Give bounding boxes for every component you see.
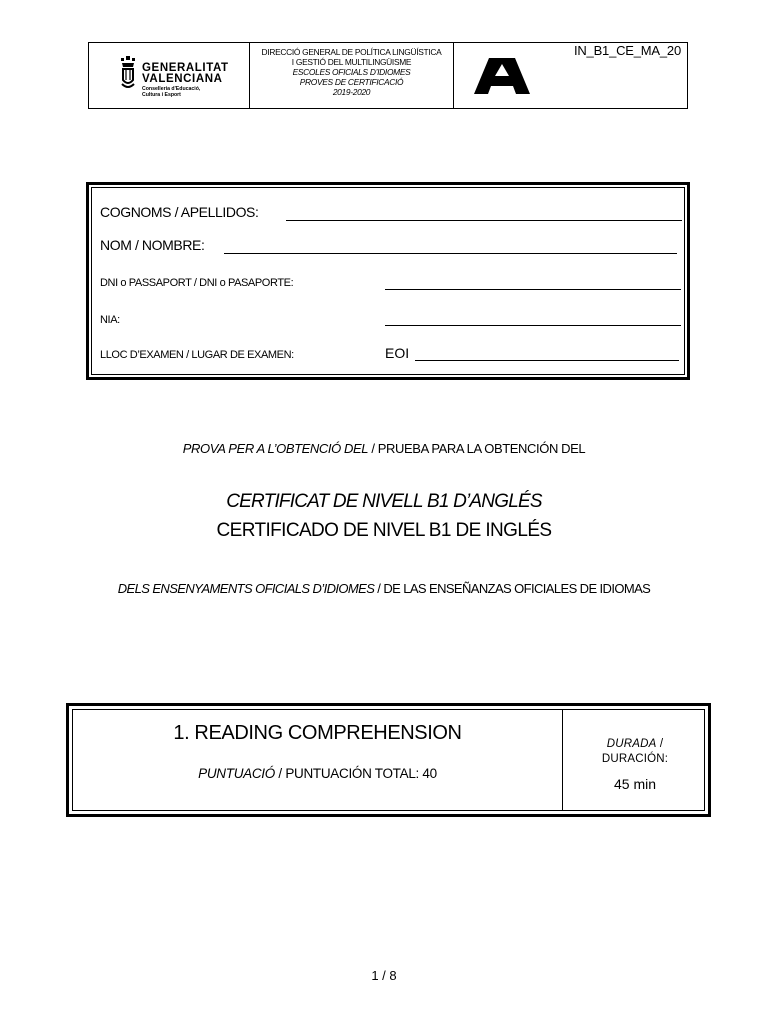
eoi-prefix: EOI [385, 345, 410, 361]
document-header [88, 42, 688, 109]
prova-spanish: PRUEBA PARA LA OBTENCIÓN DEL [377, 441, 586, 456]
duration-label-spanish: DURACIÓN: [601, 753, 669, 765]
section-box [66, 703, 711, 817]
institution-line-4: PROVES DE CERTIFICACIÓ [299, 77, 404, 87]
candidate-info-box [86, 182, 690, 380]
dni-field[interactable] [385, 289, 681, 290]
candidate-info-inner [91, 187, 685, 375]
exam-letter-a [472, 50, 532, 102]
prova-separator: / [368, 441, 378, 456]
institution-cell [250, 43, 454, 108]
dels-spanish: DE LAS ENSEÑANZAS OFICIALES DE IDIOMAS [383, 581, 651, 596]
prova-valencian: PROVA PER A L’OBTENCIÓ DEL [182, 441, 369, 456]
name-field[interactable] [224, 253, 677, 254]
duration-value: 45 min [613, 776, 657, 792]
dels-valencian: DELS ENSENYAMENTS OFICIALS D’IDIOMES [117, 581, 375, 596]
logo-line-2: VALENCIANA [142, 73, 223, 85]
dels-line [0, 581, 768, 596]
score-valencian: PUNTUACIÓ [198, 766, 275, 781]
score-spanish: PUNTUACIÓN TOTAL: 40 [285, 766, 437, 781]
logo-sub-1: Conselleria d'Educació, [142, 86, 201, 92]
duration-valencian: DURADA [606, 738, 657, 750]
logo-line-1: GENERALITAT [142, 62, 229, 74]
exam-version-cell [454, 43, 687, 108]
certificate-title-valencian: CERTIFICAT DE NIVELL B1 D’ANGLÉS [226, 491, 542, 512]
generalitat-logo-icon [119, 56, 137, 92]
logo-cell [89, 43, 250, 108]
duration-label-valencian [563, 738, 707, 750]
duration-separator: / [656, 738, 664, 750]
institution-line-1: DIRECCIÓ GENERAL DE POLÍTICA LINGÜÍSTICA [261, 47, 442, 57]
institution-line-2: I GESTIÓ DEL MULTILINGÜISME [291, 57, 412, 67]
dni-label: DNI o PASSAPORT / DNI o PASAPORTE: [100, 277, 294, 289]
nia-label: NIA: [100, 314, 120, 326]
section-score [73, 766, 562, 781]
exam-place-field[interactable] [415, 360, 679, 361]
surname-field[interactable] [286, 220, 682, 221]
section-title: 1. READING COMPREHENSION [173, 722, 462, 744]
institution-line-5: 2019-2020 [332, 87, 371, 97]
surname-label: COGNOMS / APELLIDOS: [100, 204, 259, 220]
name-label: NOM / NOMBRE: [100, 237, 205, 253]
logo-sub-2: Cultura i Esport [142, 92, 181, 98]
institution-line-3: ESCOLES OFICIALS D’IDIOMES [292, 67, 411, 77]
prova-line [0, 441, 768, 456]
exam-code: IN_B1_CE_MA_20 [573, 43, 681, 58]
nia-field[interactable] [385, 325, 681, 326]
certificate-title-spanish: CERTIFICADO DE NIVEL B1 DE INGLÉS [216, 520, 552, 541]
section-inner [72, 709, 705, 811]
dels-separator: / [374, 581, 384, 596]
page-number: 1 / 8 [371, 968, 397, 983]
score-separator: / [274, 766, 286, 781]
exam-place-label: LLOC D’EXAMEN / LUGAR DE EXAMEN: [100, 349, 294, 361]
